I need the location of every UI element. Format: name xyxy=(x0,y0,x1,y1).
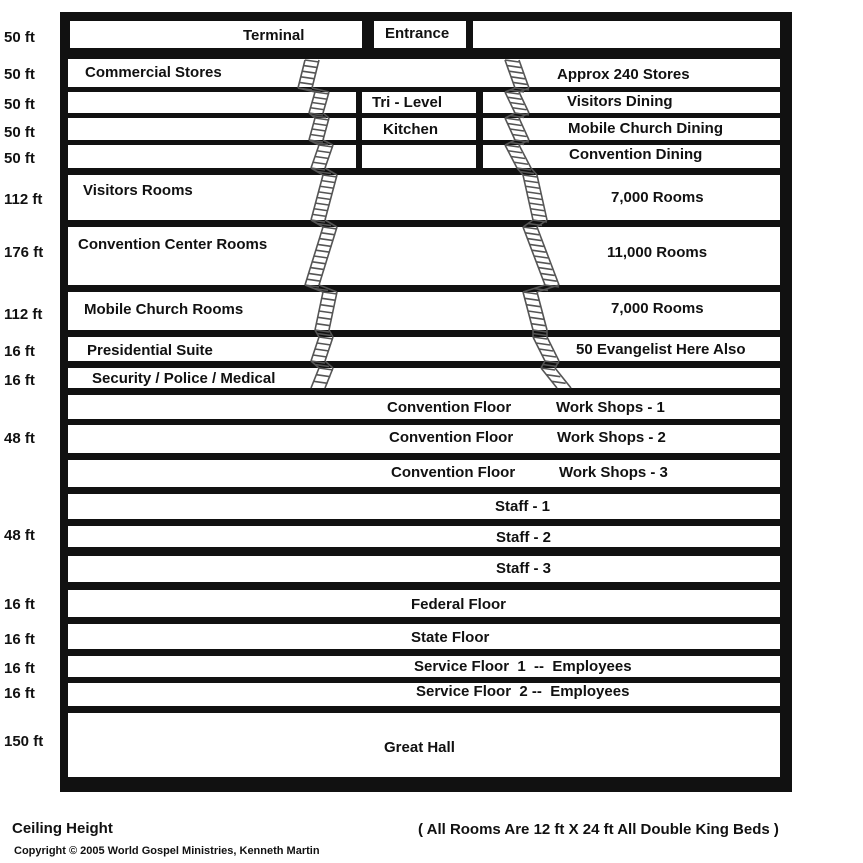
height-label: 16 ft xyxy=(4,631,35,648)
convention-floor-1-label: Convention Floor xyxy=(387,399,512,416)
height-label: 48 ft xyxy=(4,527,35,544)
height-label: 16 ft xyxy=(4,372,35,389)
visitors-rooms-count: 7,000 Rooms xyxy=(611,189,704,206)
tri-level-label: Tri - Level xyxy=(372,94,443,111)
height-label: 112 ft xyxy=(4,191,43,208)
workshops-1-label: Work Shops - 1 xyxy=(556,399,665,416)
convention-floor-2-label: Convention Floor xyxy=(389,429,514,446)
commercial-stores-label: Commercial Stores xyxy=(85,64,222,81)
height-label: 112 ft xyxy=(4,306,43,323)
presidential-suite-label: Presidential Suite xyxy=(87,342,213,359)
height-label: 50 ft xyxy=(4,66,35,83)
service-floor-2-label: Service Floor 2 -- Employees xyxy=(416,683,630,700)
mobile-church-dining-label: Mobile Church Dining xyxy=(568,120,723,137)
height-label: 16 ft xyxy=(4,596,35,613)
height-label: 50 ft xyxy=(4,124,35,141)
state-floor-label: State Floor xyxy=(411,629,490,646)
store-count-label: Approx 240 Stores xyxy=(557,66,690,83)
height-label: 16 ft xyxy=(4,685,35,702)
visitors-dining-label: Visitors Dining xyxy=(567,93,673,110)
left-escalator xyxy=(298,60,337,388)
rooms-note: ( All Rooms Are 12 ft X 24 ft All Double King Beds ) xyxy=(418,821,779,838)
security-label: Security / Police / Medical xyxy=(92,370,276,387)
right-escalator xyxy=(505,60,571,388)
mobile-church-rooms-label: Mobile Church Rooms xyxy=(84,301,244,318)
service-floor-1-label: Service Floor 1 -- Employees xyxy=(414,658,632,675)
staff-3-label: Staff - 3 xyxy=(496,560,552,577)
kitchen-label: Kitchen xyxy=(383,121,439,138)
federal-floor-label: Federal Floor xyxy=(411,596,507,613)
height-label: 48 ft xyxy=(4,430,35,447)
height-label: 50 ft xyxy=(4,150,35,167)
workshops-3-label: Work Shops - 3 xyxy=(559,464,668,481)
ceiling-height-caption: Ceiling Height xyxy=(12,820,113,837)
height-label: 50 ft xyxy=(4,96,35,113)
staff-2-label: Staff - 2 xyxy=(496,529,552,546)
visitors-rooms-label: Visitors Rooms xyxy=(83,182,193,199)
convention-dining-label: Convention Dining xyxy=(569,146,703,163)
height-label: 16 ft xyxy=(4,343,35,360)
height-label: 176 ft xyxy=(4,244,44,261)
convention-rooms-label: Convention Center Rooms xyxy=(78,236,268,253)
mobile-church-rooms-count: 7,000 Rooms xyxy=(611,300,704,317)
convention-floor-3-label: Convention Floor xyxy=(391,464,516,481)
terminal-label: Terminal xyxy=(243,27,305,44)
great-hall-label: Great Hall xyxy=(384,739,455,756)
height-label: 150 ft xyxy=(4,733,44,750)
evangelist-label: 50 Evangelist Here Also xyxy=(576,341,746,358)
workshops-2-label: Work Shops - 2 xyxy=(557,429,666,446)
copyright-line: Copyright © 2005 World Gospel Ministries, Kenneth Martin xyxy=(14,845,320,857)
staff-1-label: Staff - 1 xyxy=(495,498,551,515)
height-label: 50 ft xyxy=(4,29,35,46)
convention-rooms-count: 11,000 Rooms xyxy=(607,244,708,261)
height-label: 16 ft xyxy=(4,660,35,677)
entrance-label: Entrance xyxy=(385,25,450,42)
